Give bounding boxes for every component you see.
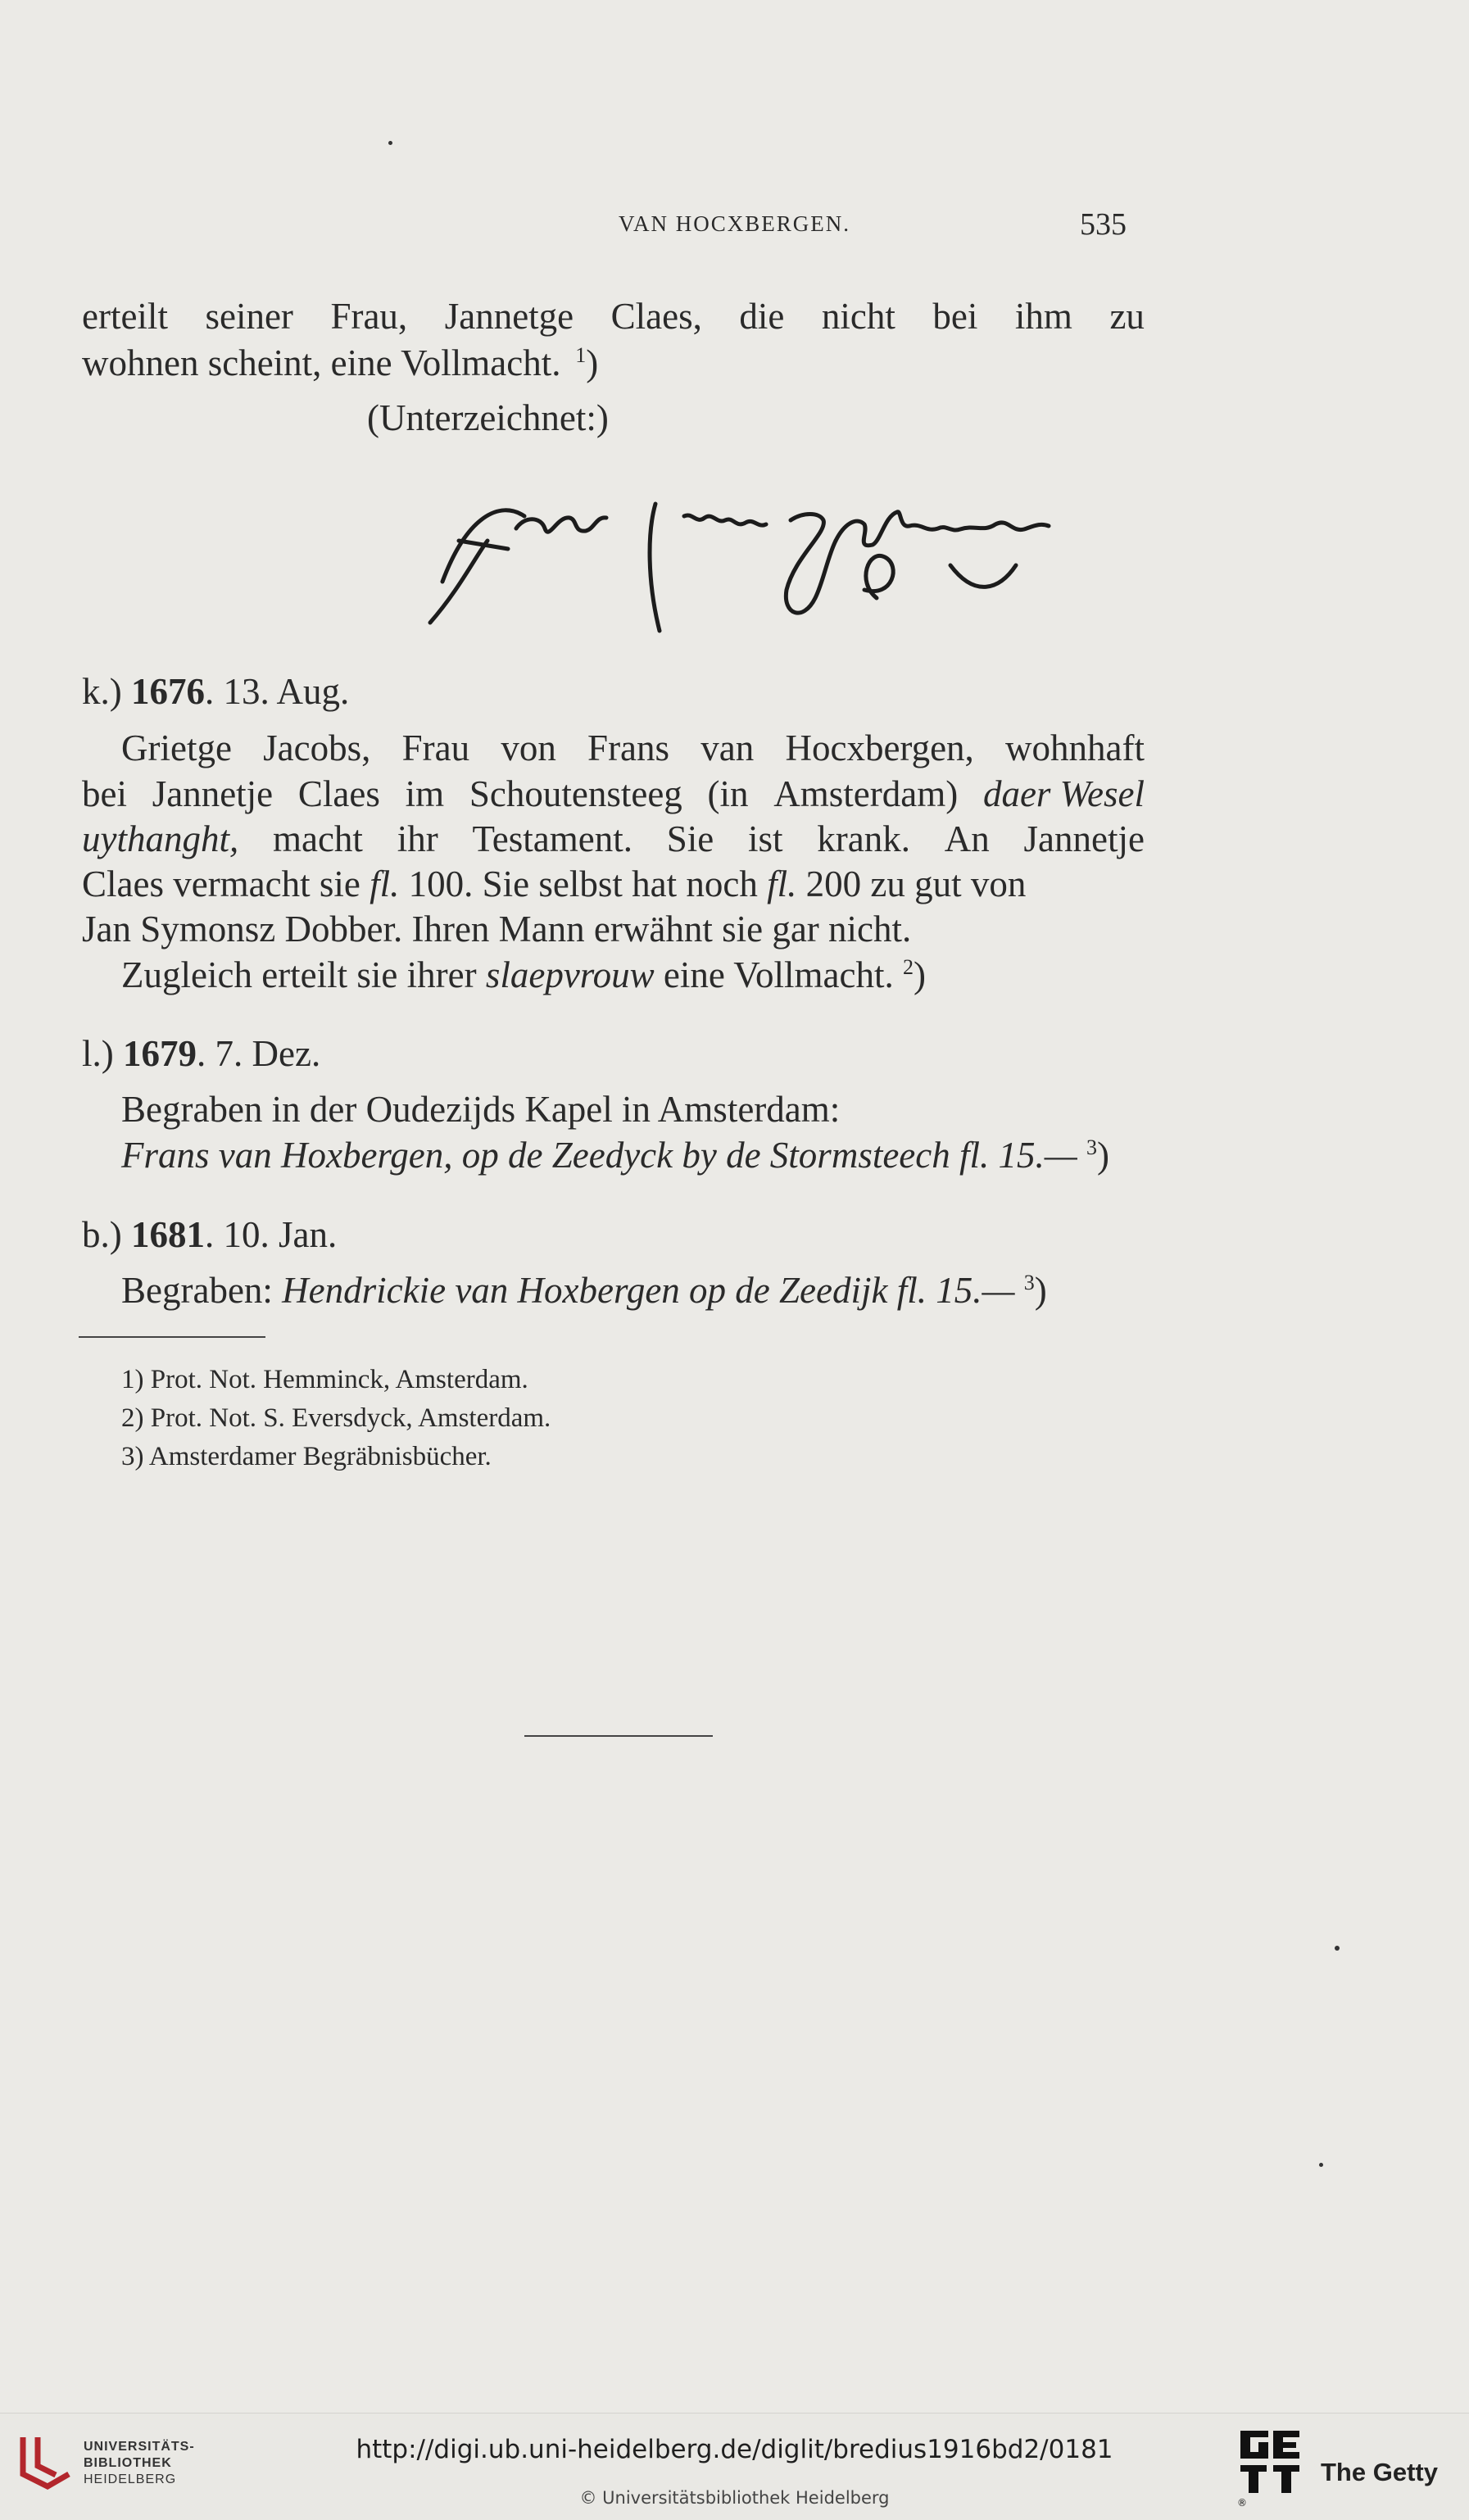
end-rule bbox=[524, 1735, 713, 1737]
scan-speck bbox=[388, 141, 392, 145]
entry-l-line-2: Frans van Hoxbergen, op de Zeedyck by de Stormsteech fl. 15.— $^3$) bbox=[121, 1135, 1110, 1176]
entry-l-line-1: Begraben in der Oudezijds Kapel in Amsterdam: bbox=[121, 1089, 841, 1130]
footnote-2: 2) Prot. Not. S. Eversdyck, Amsterdam. bbox=[121, 1403, 551, 1433]
getty-logo-icon bbox=[1237, 2427, 1303, 2509]
permalink-url[interactable]: http://digi.ub.uni-heidelberg.de/diglit/bredius1916bd2/0181 bbox=[356, 2435, 1113, 2464]
entry-b-line-1: Begraben: Hendrickie van Hoxbergen op de Zeedijk fl. 15.— $^3$) bbox=[121, 1270, 1047, 1311]
running-head: VAN HOCXBERGEN. bbox=[618, 211, 851, 236]
svg-text:®: ® bbox=[1237, 2497, 1247, 2509]
signature-image bbox=[410, 467, 1114, 647]
scan-speck bbox=[1335, 1946, 1340, 1951]
entry-k-line-4: Claes vermacht sie fl. 100. Sie selbst hat noch fl. 200 zu gut von bbox=[82, 863, 1027, 904]
intro-line-2: wohnen scheint, eine Vollmacht. $^1$) bbox=[82, 342, 599, 383]
intro-line-1: erteilt seiner Frau, Jannetge Claes, die nicht bei ihm zu bbox=[82, 296, 1145, 337]
footnote-3: 3) Amsterdamer Begräbnisbücher. bbox=[121, 1442, 492, 1471]
entry-k-line-1: Grietge Jacobs, Frau von Frans van Hocxbergen, wohnhaft bbox=[121, 727, 1145, 768]
library-name-line-1: UNIVERSITÄTS- bbox=[84, 2440, 195, 2454]
scan-speck bbox=[1319, 2163, 1323, 2167]
library-name-line-2: BIBLIOTHEK bbox=[84, 2456, 172, 2470]
entry-b-heading: b.) 1681. 10. Jan. bbox=[82, 1214, 338, 1255]
copyright-notice: © Universitätsbibliothek Heidelberg bbox=[579, 2488, 890, 2508]
entry-k-heading: k.) 1676. 13. Aug. bbox=[82, 671, 350, 712]
entry-k-line-2: bei Jannetje Claes im Schoutensteeg (in Amsterdam) daer Wesel bbox=[82, 773, 1145, 814]
page-number: 535 bbox=[1080, 207, 1127, 242]
getty-label: The Getty bbox=[1321, 2458, 1438, 2486]
entry-k-line-5: Jan Symonsz Dobber. Ihren Mann erwähnt sie gar nicht. bbox=[82, 909, 912, 950]
footnote-rule bbox=[79, 1336, 265, 1338]
library-name-line-3: HEIDELBERG bbox=[84, 2472, 177, 2486]
entry-k-line-6: Zugleich erteilt sie ihrer slaepvrouw eine Vollmacht. $^2$) bbox=[121, 954, 926, 995]
signed-label: (Unterzeichnet:) bbox=[367, 397, 609, 438]
entry-k-line-3: uythanght, macht ihr Testament. Sie ist krank. An Jannetje bbox=[82, 818, 1145, 859]
entry-l-heading: l.) 1679. 7. Dez. bbox=[82, 1033, 321, 1074]
footnote-1: 1) Prot. Not. Hemminck, Amsterdam. bbox=[121, 1365, 528, 1394]
